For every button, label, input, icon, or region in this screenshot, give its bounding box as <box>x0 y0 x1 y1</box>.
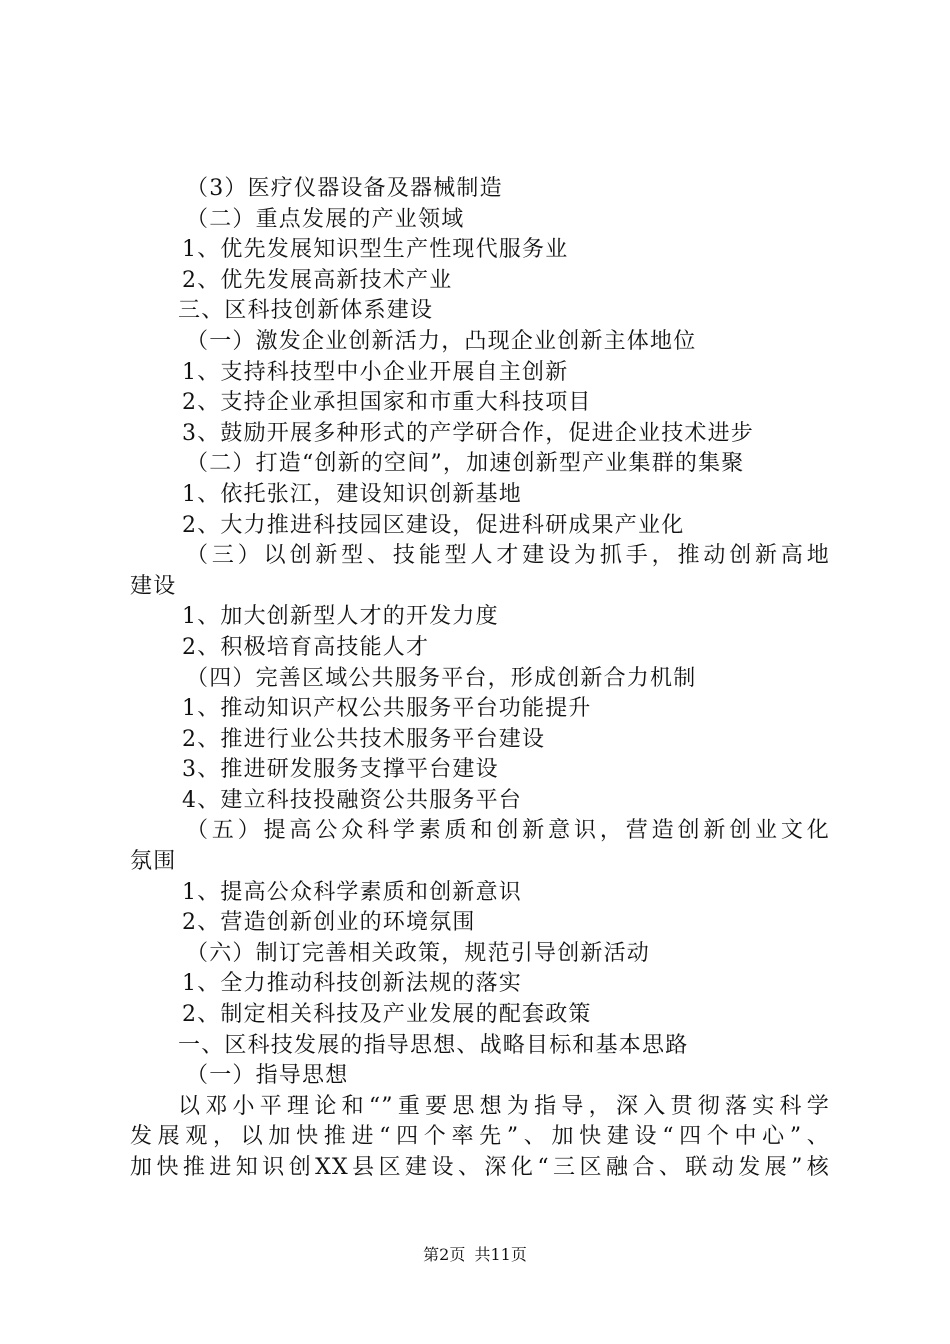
text-line: 三、区科技创新体系建设 <box>178 298 434 324</box>
text-line: 3、鼓励开展多种形式的产学研合作，促进企业技术进步 <box>182 420 754 446</box>
text-line: （六）制订完善相关政策，规范引导创新活动 <box>186 940 651 966</box>
text-line: （二）重点发展的产业领域 <box>186 206 465 232</box>
text-line: 1、优先发展知识型生产性现代服务业 <box>182 237 569 263</box>
text-line: （五）提高公众科学素质和创新意识，营造创新创业文化 <box>186 818 830 844</box>
text-line: 2、营造创新创业的环境氛围 <box>182 910 476 936</box>
text-line: 1、支持科技型中小企业开展自主创新 <box>182 359 569 385</box>
text-line: 1、全力推动科技创新法规的落实 <box>182 971 522 997</box>
text-line: 3、推进研发服务支撑平台建设 <box>182 757 499 783</box>
text-line: 2、优先发展高新技术产业 <box>182 267 453 293</box>
text-line: 2、积极培育高技能人才 <box>182 634 430 660</box>
text-line: 2、支持企业承担国家和市重大科技项目 <box>182 390 592 416</box>
text-line: 发展观，以加快推进“四个率先”、加快建设“四个中心”、 <box>130 1124 830 1150</box>
text-line: 1、提高公众科学素质和创新意识 <box>182 879 522 905</box>
page-total: 共11页 <box>474 1245 527 1264</box>
text-line: 1、推动知识产权公共服务平台功能提升 <box>182 696 592 722</box>
document-body <box>130 174 830 1184</box>
text-line: 2、大力推进科技园区建设，促进科研成果产业化 <box>182 512 685 538</box>
text-line: 以邓小平理论和“”重要思想为指导，深入贯彻落实科学 <box>178 1093 830 1119</box>
text-line: （三）以创新型、技能型人才建设为抓手，推动创新高地 <box>186 543 830 569</box>
text-line: 氛围 <box>130 849 177 875</box>
text-line: 1、依托张江，建设知识创新基地 <box>182 481 522 507</box>
text-line: （二）打造“创新的空间”，加速创新型产业集群的集聚 <box>186 451 745 477</box>
text-line: 2、推进行业公共技术服务平台建设 <box>182 726 546 752</box>
page-number: 第2页 <box>423 1245 466 1264</box>
text-line: 一、区科技发展的指导思想、战略目标和基本思路 <box>178 1032 689 1058</box>
text-line: 加快推进知识创XX县区建设、深化“三区融合、联动发展”核 <box>130 1155 830 1180</box>
text-line: （四）完善区域公共服务平台，形成创新合力机制 <box>186 665 697 691</box>
text-line: 建设 <box>130 573 177 599</box>
text-line: 1、加大创新型人才的开发力度 <box>182 604 499 630</box>
text-line: （一）激发企业创新活力，凸现企业创新主体地位 <box>186 328 697 354</box>
text-line: （3）医疗仪器设备及器械制造 <box>186 176 503 201</box>
text-line: 2、制定相关科技及产业发展的配套政策 <box>182 1002 592 1028</box>
page-footer <box>0 1242 950 1265</box>
text-line: （一）指导思想 <box>186 1063 349 1089</box>
text-line: 4、建立科技投融资公共服务平台 <box>182 787 522 813</box>
